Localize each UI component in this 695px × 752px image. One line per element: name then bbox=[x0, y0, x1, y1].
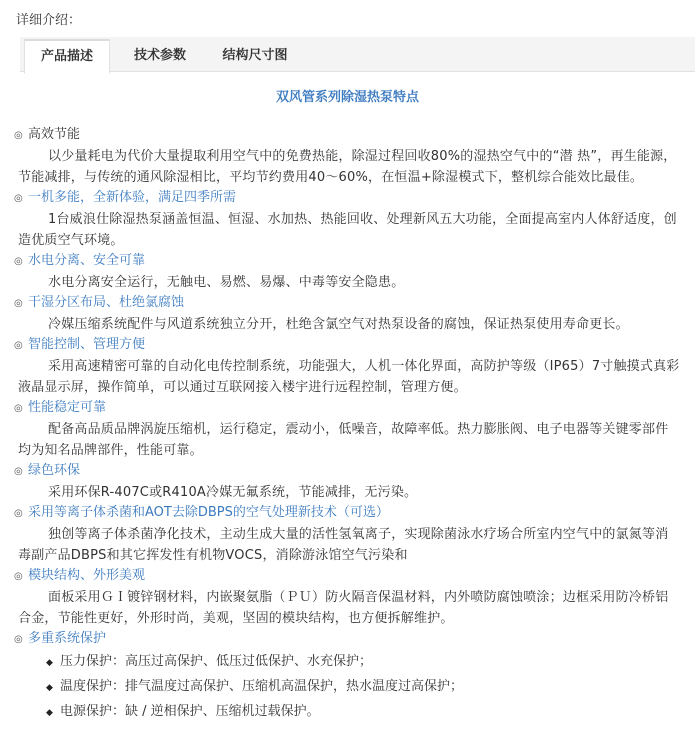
section-body: 水电分离安全运行，无触电、易燃、易爆、中毒等安全隐患。 bbox=[48, 275, 405, 290]
circle-bullet-icon: ◎ bbox=[14, 634, 23, 645]
tab-structure-dimensions[interactable]: 结构尺寸图 bbox=[222, 48, 288, 63]
section-body: 采用高速精密可靠的自动化电传控制系统，功能强大，人机一体化界面，高防护等级（IP65）7寸触摸式真彩液晶显示屏，操作简单，可以通过互联网接入楼宇进行远程控制，管理方便。 bbox=[18, 359, 680, 395]
circle-bullet-icon: ◎ bbox=[14, 340, 23, 351]
circle-bullet-icon: ◎ bbox=[14, 193, 23, 204]
diamond-bullet-icon: ◆ bbox=[46, 708, 53, 718]
section-heading: ◎ 高效节能 bbox=[14, 125, 680, 146]
section-heading: ◎ 多重系统保护 bbox=[14, 629, 680, 650]
section-body: 面板采用ＧＩ镀锌钢材料，内嵌聚氨脂（ＰＵ）防火隔音保温材料，内外喷防腐蚀喷涂；边框采用防冷桥铝合金，节能性更好，外形时尚，美观，坚固的模块结构，也方便拆解维护。 bbox=[18, 590, 669, 626]
diamond-bullet-icon: ◆ bbox=[46, 683, 53, 693]
content-title: 双风管系列除湿热泵特点 bbox=[275, 90, 419, 105]
tab-product-description[interactable]: 产品描述 bbox=[24, 39, 110, 74]
circle-bullet-icon: ◎ bbox=[14, 571, 23, 582]
diamond-bullet-icon: ◆ bbox=[46, 658, 53, 668]
circle-bullet-icon: ◎ bbox=[14, 508, 23, 519]
circle-bullet-icon: ◎ bbox=[14, 130, 23, 141]
section-heading: ◎ 采用等离子体杀菌和AOT去除DBPS的空气处理新技术（可选） bbox=[14, 503, 680, 524]
section-body: 以少量耗电为代价大量提取利用空气中的免费热能，除湿过程回收80%的湿热空气中的“潜 热”，再生能源，节能减排，与传统的通风除湿相比，平均节约费用40～60%，在恒温+除湿模式下，整机综合能效比最佳。 bbox=[18, 149, 677, 185]
protection-list bbox=[14, 650, 680, 725]
section-heading: ◎ 性能稳定可靠 bbox=[14, 398, 680, 419]
section-heading: ◎ 模块结构、外形美观 bbox=[14, 566, 680, 587]
section-heading: ◎ 绿色环保 bbox=[14, 461, 680, 482]
list-item: ◆ 压力保护：高压过高保护、低压过低保护、水充保护； bbox=[46, 650, 680, 675]
section-body: 独创等离子体杀菌净化技术，主动生成大量的活性氢氧离子，实现除菌泳水疗场合所室内空气中的氯氮等消毒副产品DBPS和其它挥发性有机物VOCS，消除游泳馆空气污染和 bbox=[18, 527, 669, 563]
list-item: ◆ 温度保护：排气温度过高保护、压缩机高温保护，热水温度过高保护； bbox=[46, 675, 680, 700]
section-heading: ◎ 智能控制、管理方便 bbox=[14, 335, 680, 356]
content-body bbox=[14, 125, 680, 725]
tab-bar bbox=[20, 37, 695, 72]
list-item: ◆ 电源保护：缺 / 逆相保护、压缩机过载保护。 bbox=[46, 700, 680, 725]
section-body: 1台威浪仕除湿热泵涵盖恒温、恒湿、水加热、热能回收、处理新风五大功能，全面提高室内人体舒适度，创造优质空气环境。 bbox=[18, 212, 677, 248]
section-body: 冷媒压缩系统配件与风道系统独立分开，杜绝含氯空气对热泵设备的腐蚀，保证热泵使用寿命更长。 bbox=[48, 317, 629, 332]
tab-technical-parameters[interactable]: 技术参数 bbox=[133, 48, 186, 63]
section-heading: ◎ 水电分离、安全可靠 bbox=[14, 251, 680, 272]
circle-bullet-icon: ◎ bbox=[14, 298, 23, 309]
section-body: 配备高品质品牌涡旋压缩机，运行稳定，震动小，低噪音，故障率低。热力膨胀阀、电子电器等关键零部件均为知名品牌部件，性能可靠。 bbox=[18, 422, 669, 458]
section-body: 采用环保R-407C或R410A冷媒无氟系统，节能减排，无污染。 bbox=[48, 485, 418, 500]
circle-bullet-icon: ◎ bbox=[14, 256, 23, 267]
detail-label: 详细介绍： bbox=[16, 13, 82, 28]
section-heading: ◎ 一机多能，全新体验，满足四季所需 bbox=[14, 188, 680, 209]
circle-bullet-icon: ◎ bbox=[14, 466, 23, 477]
section-heading: ◎ 干湿分区布局、杜绝氯腐蚀 bbox=[14, 293, 680, 314]
circle-bullet-icon: ◎ bbox=[14, 403, 23, 414]
